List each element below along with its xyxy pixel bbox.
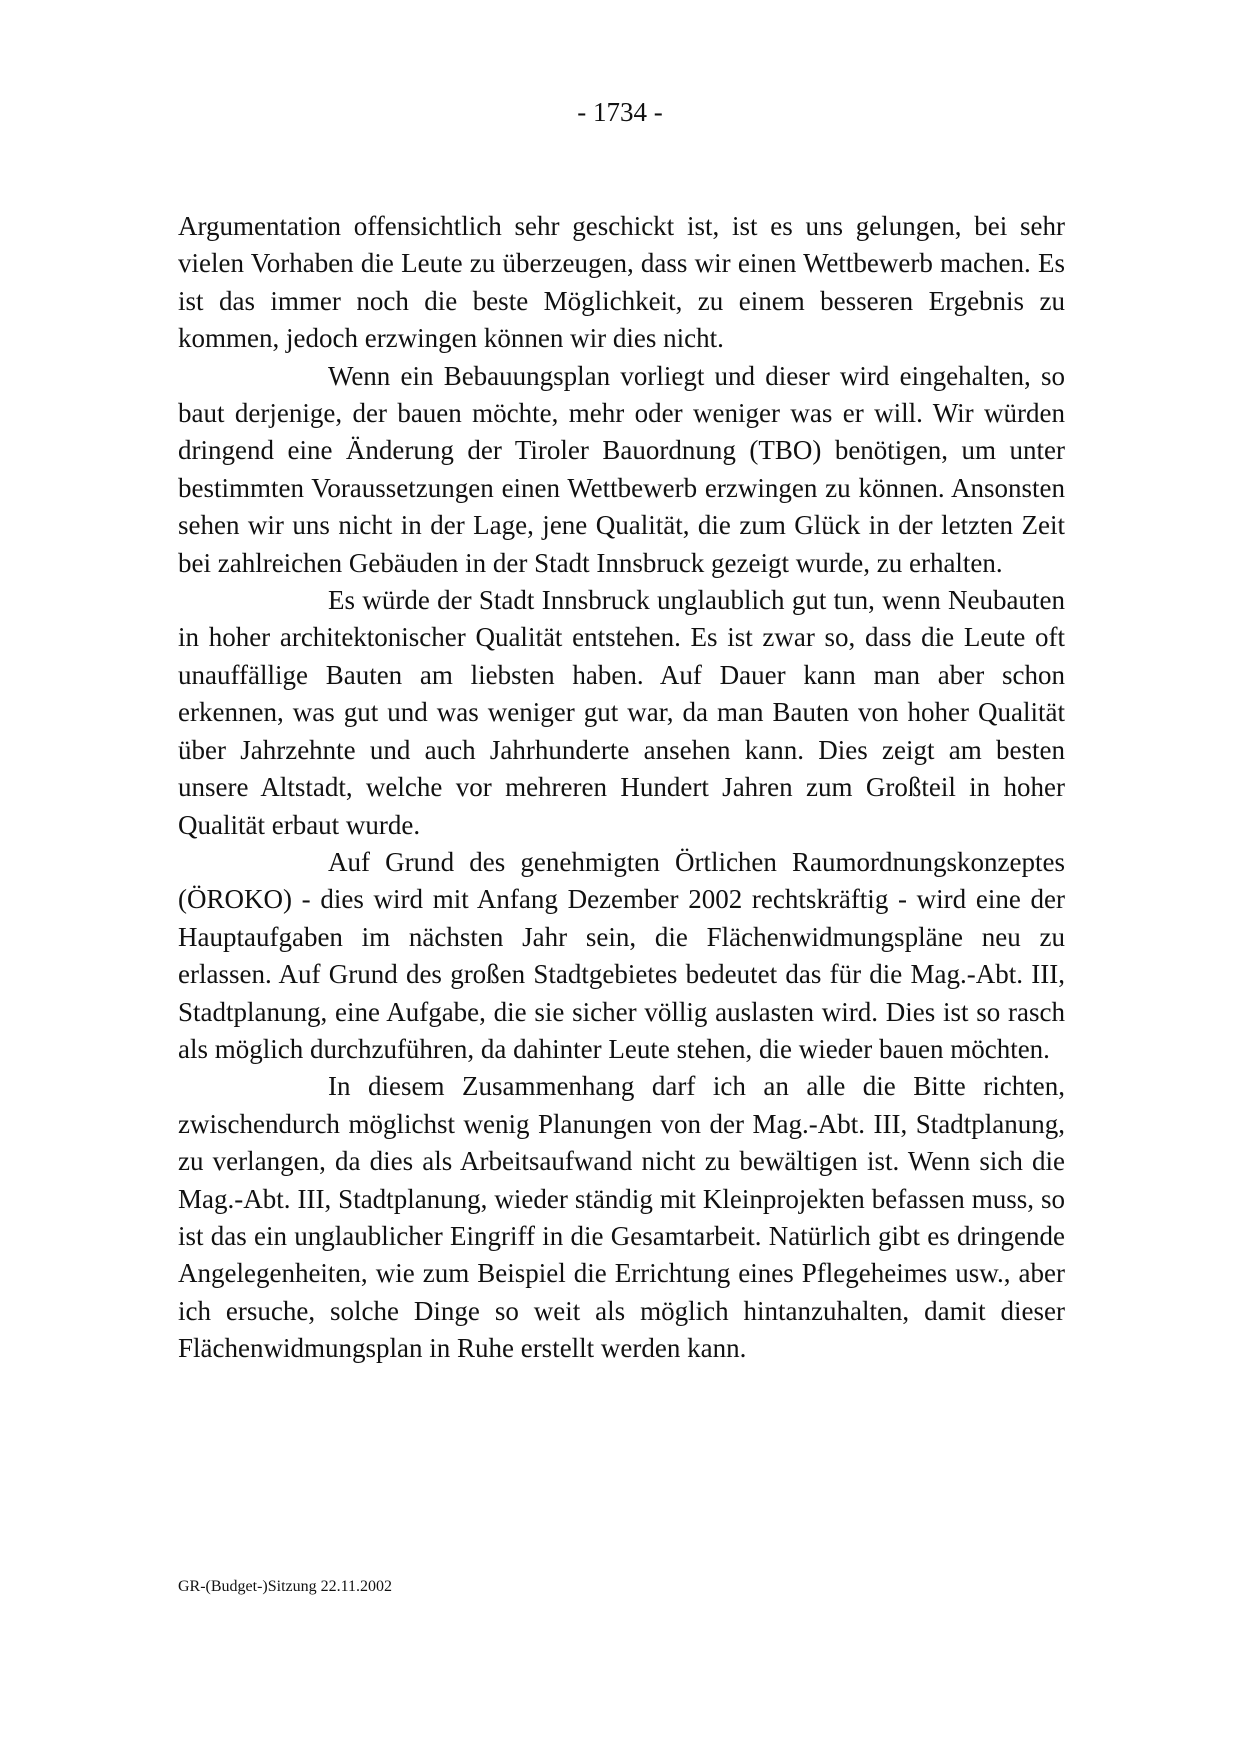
document-body — [178, 208, 1065, 1368]
paragraph: Wenn ein Bebauungsplan vorliegt und dieser wird eingehalten, so baut derjenige, der bauen möchte, mehr oder weniger was er will. Wir würden dringend eine Änderung der Tiroler Bauordnung (TBO) benötigen, um unter bestimmten Voraussetzungen einen Wettbewerb erzwingen zu können. Ansonsten sehen wir uns nicht in der Lage, jene Qualität, die zum Glück in der letzten Zeit bei zahlreichen Gebäuden in der Stadt Innsbruck gezeigt wurde, zu erhalten. — [178, 360, 1065, 578]
page-number: - 1734 - — [577, 97, 663, 127]
paragraph: In diesem Zusammenhang darf ich an alle die Bitte richten, zwischendurch möglichst wenig Planungen von der Mag.-Abt. III, Stadtplanung, zu verlangen, da dies als Arbeitsaufwand nicht zu bewältigen ist. Wenn sich die Mag.-Abt. III, Stadtplanung, wieder ständig mit Kleinprojekten befassen muss, so ist das ein unglaublicher Eingriff in die Gesamtarbeit. Natürlich gibt es dringende Angelegenheiten, wie zum Beispiel die Errichtung eines Pflegeheimes usw., aber ich ersuche, solche Dinge so weit als möglich hintanzuhalten, damit dieser Flächenwidmungsplan in Ruhe erstellt werden kann. — [178, 1071, 1065, 1364]
paragraph: Es würde der Stadt Innsbruck unglaublich gut tun, wenn Neubauten in hoher architektonischer Qualität entstehen. Es ist zwar so, dass die Leute oft unauffällige Bauten am liebsten haben. Auf Dauer kann man aber schon erkennen, was gut und was weniger gut war, da man Bauten von hoher Qualität über Jahrzehnte und auch Jahrhunderte ansehen kann. Dies zeigt am besten unsere Altstadt, welche vor mehreren Hundert Jahren zum Großteil in hoher Qualität erbaut wurde. — [178, 585, 1065, 840]
footer-session-date: GR-(Budget-)Sitzung 22.11.2002 — [178, 1578, 393, 1595]
paragraph-continued: Argumentation offensichtlich sehr geschickt ist, ist es uns gelungen, bei sehr vielen Vorhaben die Leute zu überzeugen, dass wir einen Wettbewerb machen. Es ist das immer noch die beste Möglichkeit, zu einem besseren Ergebnis zu kommen, jedoch erzwingen können wir dies nicht. — [178, 211, 1065, 354]
paragraph: Auf Grund des genehmigten Örtlichen Raumordnungskonzeptes (ÖROKO) - dies wird mit Anfang Dezember 2002 rechtskräftig - wird eine der Hauptaufgaben im nächsten Jahr sein, die Flächenwidmungspläne neu zu erlassen. Auf Grund des großen Stadtgebietes bedeutet das für die Mag.-Abt. III, Stadtplanung, eine Aufgabe, die sie sicher völlig auslasten wird. Dies ist so rasch als möglich durchzuführen, da dahinter Leute stehen, die wieder bauen möchten. — [178, 846, 1065, 1064]
